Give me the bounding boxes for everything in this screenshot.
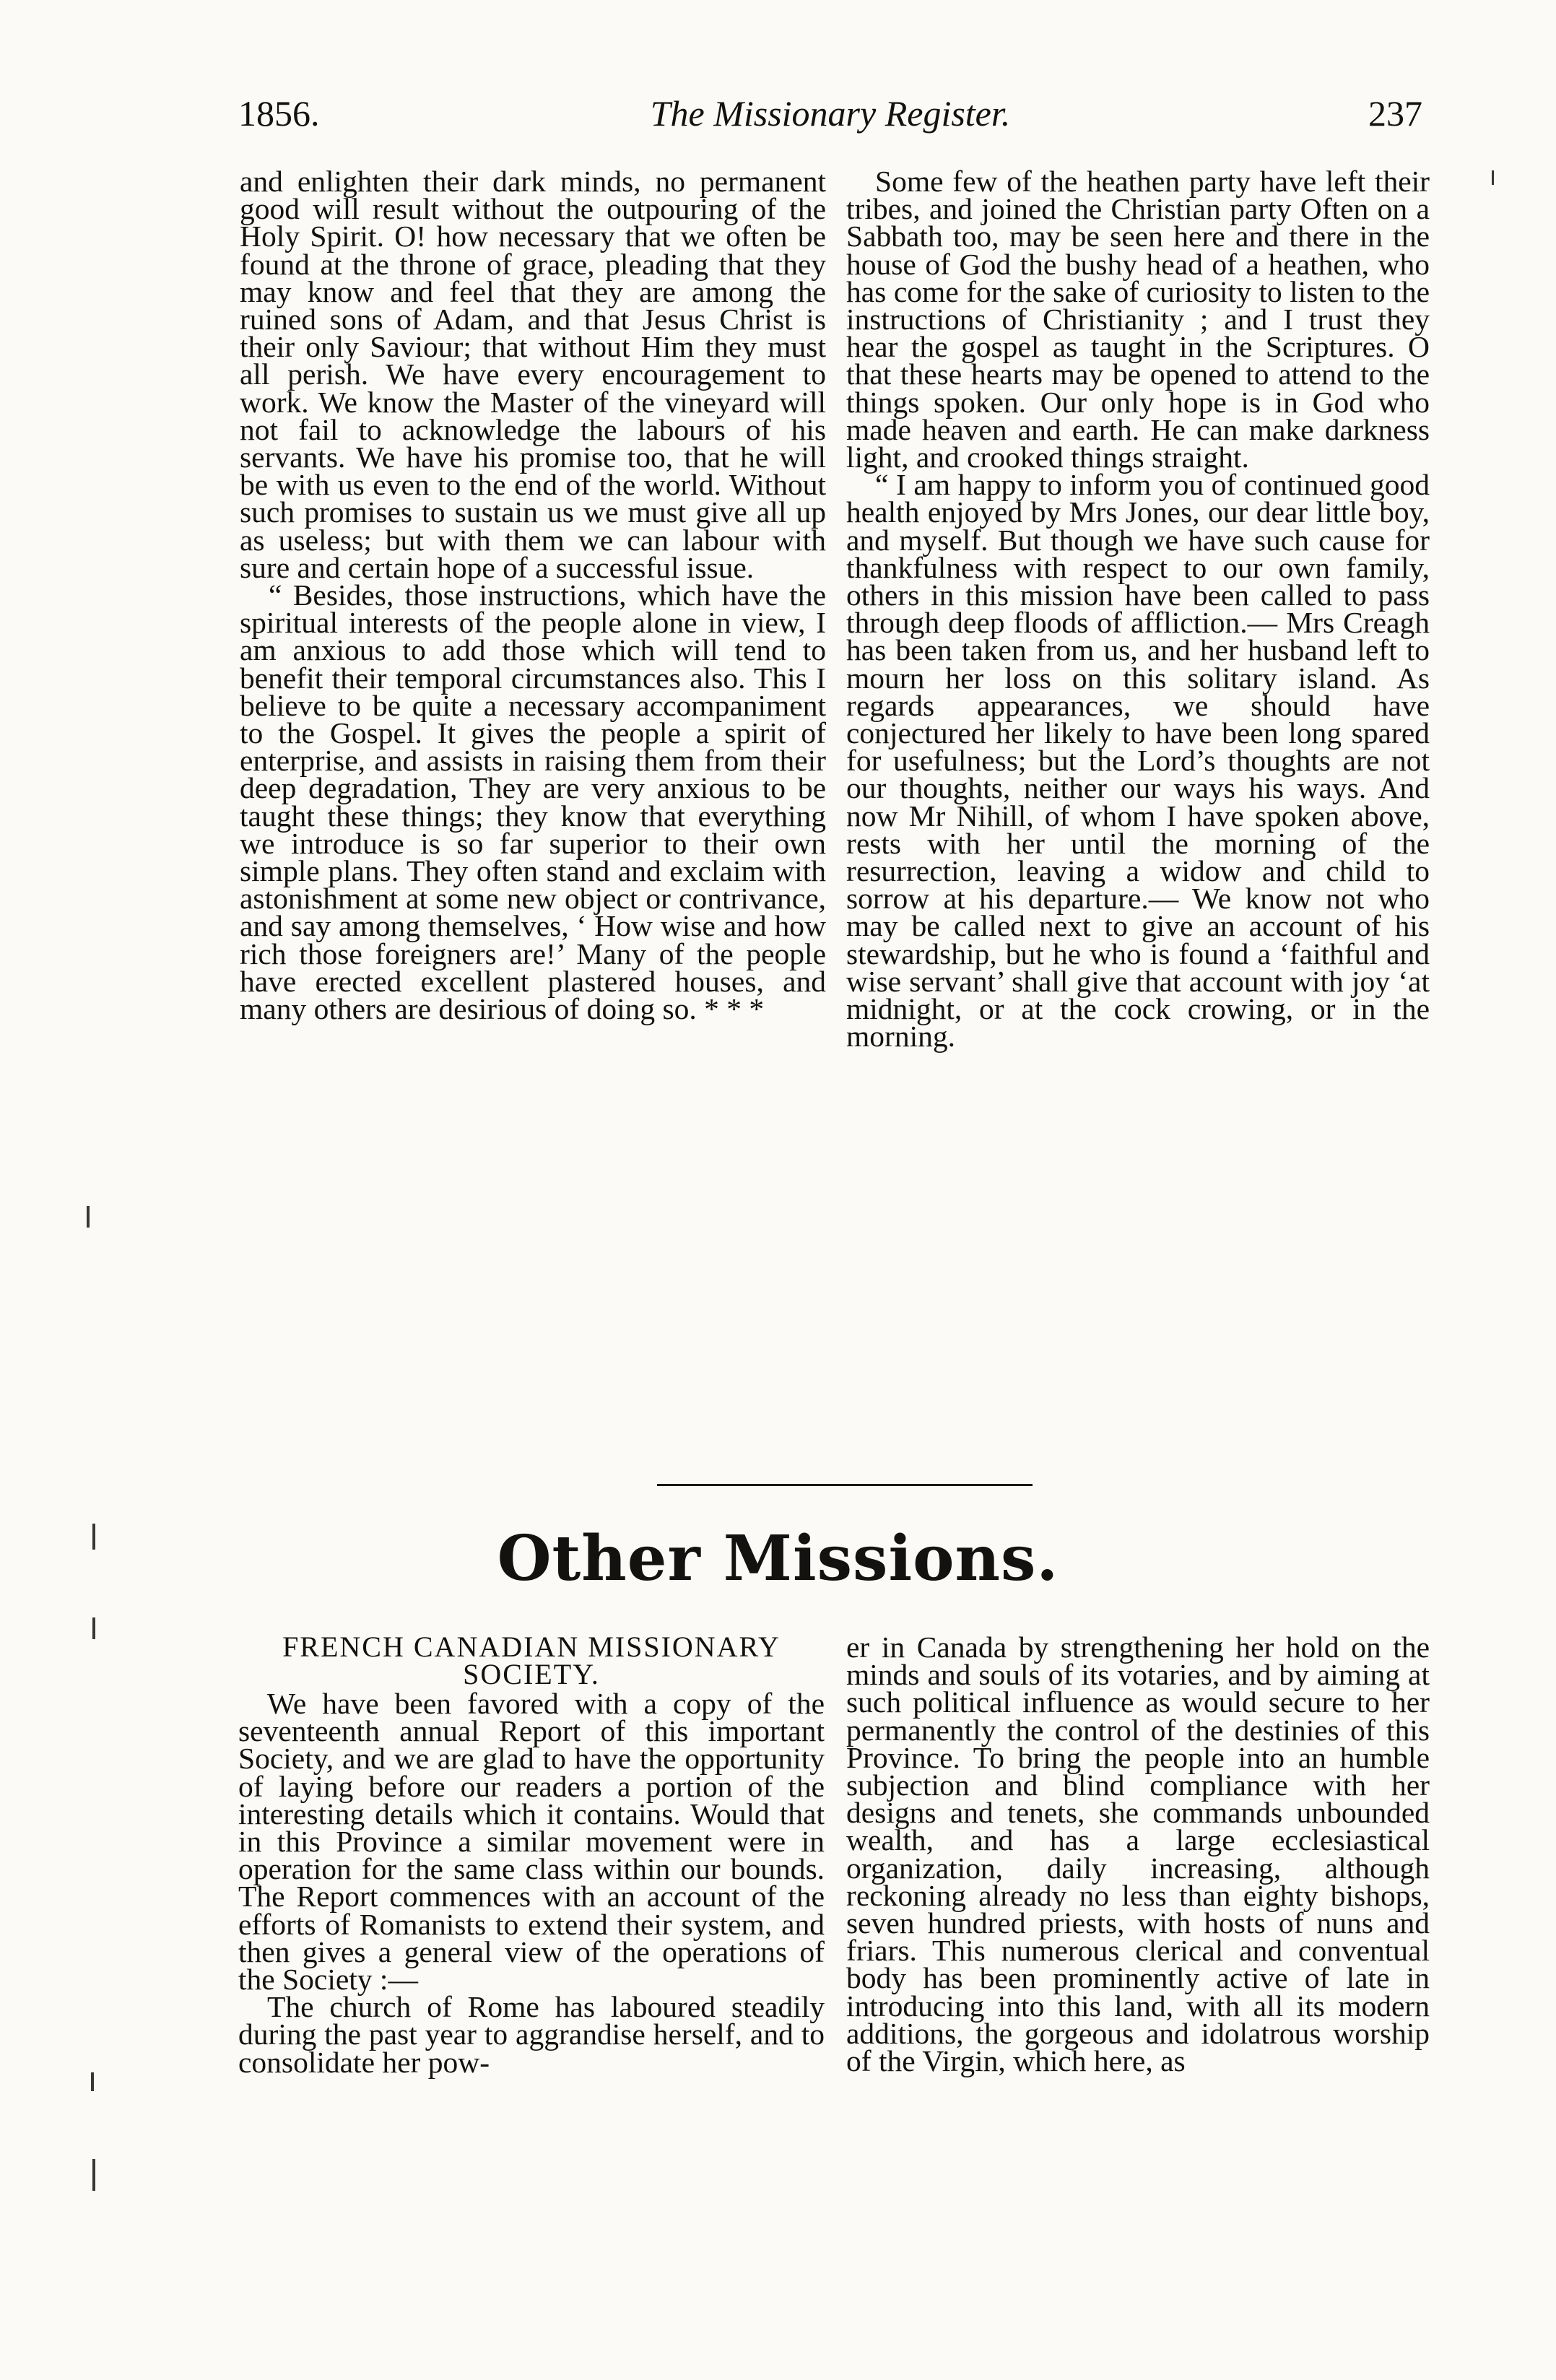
page-number: 237	[1368, 93, 1422, 134]
article-heading: FRENCH CANADIAN MISSIONARY SOCIETY.	[282, 1630, 781, 1690]
scan-speck	[87, 1206, 90, 1228]
scan-speck	[1492, 170, 1494, 185]
paragraph: The church of Rome has laboured steadily during the past year to aggrandise herself, and to consolidate her pow-	[238, 1990, 825, 2079]
section-title: Other Missions.	[497, 1522, 1059, 1595]
paragraph: “ Besides, those instructions, which have the spiritual interests of the people alone in view, I am anxious to add those which will tend to benefit their temporal circumstances also. This I believe to be quite a necessary accompaniment to the Gospel. It gives the people a spirit of enterprise, and assists in raising them from their deep degradation, They are very anxious to be taught these things; they know that everything we introduce is so far superior to their own simple plans. They often stand and exclaim with astonishment at some new object or contrivance, and say among themselves, ‘ How wise and how rich those foreigners are!’ Many of the people have erected excellent plastered houses, and many others are desirious of doing so. * * *	[240, 578, 826, 1026]
column-left-lower	[238, 1630, 825, 2079]
column-right-lower	[846, 1630, 1430, 2078]
header-title: The Missionary Register.	[650, 93, 1011, 134]
running-header	[238, 92, 1422, 150]
scan-speck	[91, 2072, 94, 2091]
column-left-upper	[240, 165, 826, 1026]
section-divider	[657, 1484, 1033, 1486]
scan-speck	[92, 1617, 95, 1639]
paragraph: er in Canada by strengthening her hold on the minds and souls of its votaries, and by aiming at such political influence as would secure to her permanently the control of the destinies of this Province. To bring the people into an humble subjection and blind compliance with her designs and tenets, she commands unbounded wealth, and has a large ecclesiastical organization, daily increasing, although reckoning already no less than eighty bishops, seven hundred priests, with hosts of nuns and friars. This numerous clerical and conventual body has been prominently active of late in introducing into this land, with all its modern additions, the gorgeous and idolatrous worship of the Virgin, which here, as	[846, 1630, 1430, 2078]
column-right-upper	[846, 165, 1430, 1054]
scan-speck	[92, 1524, 95, 1550]
paragraph: Some few of the heathen party have left their tribes, and joined the Christian party Often on a Sabbath too, may be seen here and there in the house of God the bushy head of a heathen, who has come for the sake of curiosity to listen to the instructions of Christianity ; and I trust they hear the gospel as taught in the Scriptures. O that these hearts may be opened to attend to the things spoken. Our only hope is in God who made heaven and earth. He can make darkness light, and crooked things straight.	[846, 165, 1430, 474]
scan-speck	[92, 2159, 95, 2191]
paragraph: and enlighten their dark minds, no permanent good will result without the outpouring of the Holy Spirit. O! how necessary that we often be found at the throne of grace, pleading that they may know and feel that they are among the ruined sons of Adam, and that Jesus Christ is their only Saviour; that without Him they must all perish. We have every encouragement to work. We know the Master of the vineyard will not fail to acknowledge the labours of his servants. We have his promise too, that he will be with us even to the end of the world. Without such promises to sustain us we must give all up as useless; but with them we can labour with sure and certain hope of a successful issue.	[240, 165, 826, 584]
header-year: 1856.	[238, 93, 320, 134]
paragraph: “ I am happy to inform you of continued good health enjoyed by Mrs Jones, our dear little boy, and myself. But though we have such cause for thankfulness with respect to our own family, others in this mission have been called to pass through deep floods of affliction.— Mrs Creagh has been taken from us, and her husband left to mourn her loss on this solitary island. As regards appearances, we should have conjectured her likely to have been long spared for usefulness; but the Lord’s thoughts are not our thoughts, neither our ways his ways. And now Mr Nihill, of whom I have spoken above, rests with her until the morning of the resurrection, leaving a widow and child to sorrow at his departure.— We know not who may be called next to give an account of his stewardship, but he who is found a ‘faithful and wise servant’ shall give that account with joy ‘at midnight, or at the cock crowing, or in the morning.	[846, 468, 1430, 1054]
paragraph: We have been favored with a copy of the seventeenth annual Report of this important Society, and we are glad to have the opportunity of laying before our readers a portion of the interesting details which it contains. Would that in this Province a similar movement were in operation for the same class within our bounds. The Report commences with an account of the efforts of Romanists to extend their system, and then gives a general view of the operations of the Society :—	[238, 1687, 825, 1997]
